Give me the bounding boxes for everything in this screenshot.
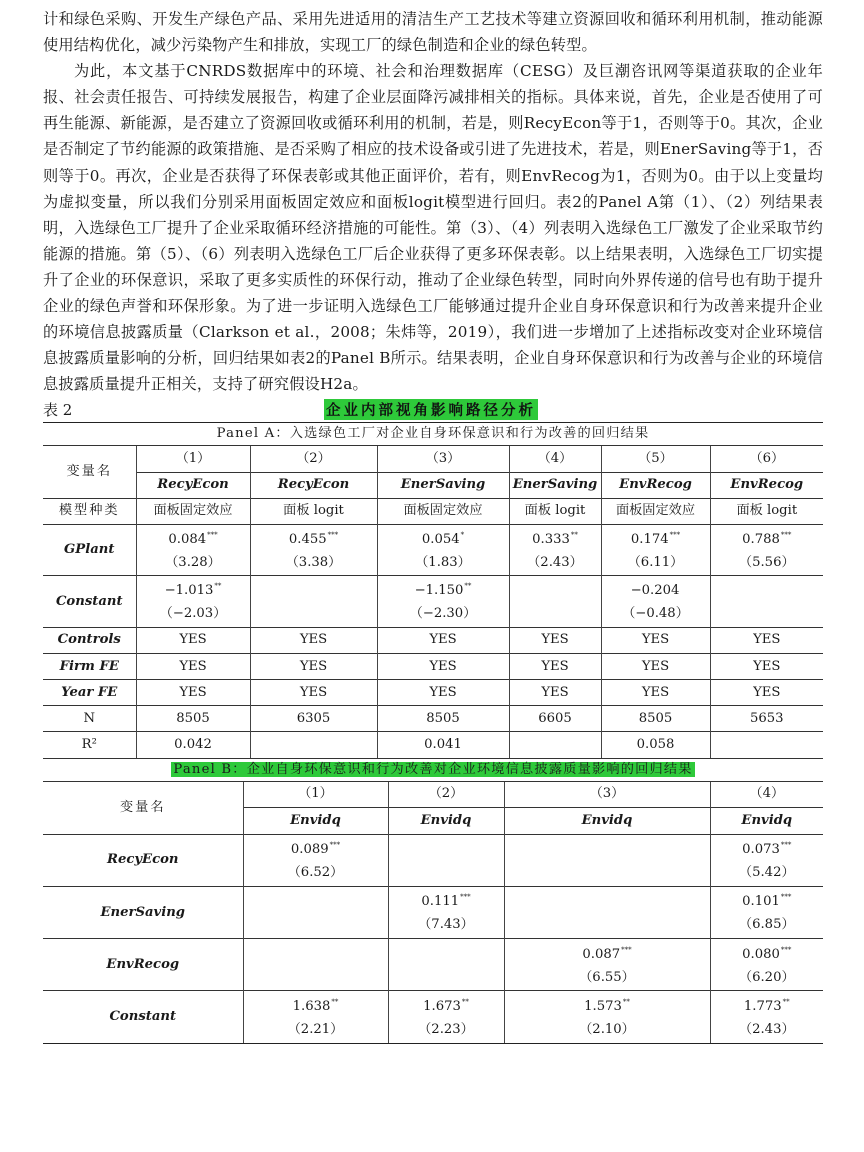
col-num: （1） <box>243 781 388 808</box>
col-num: （4） <box>710 781 823 808</box>
tstat-cell: （1.83） <box>377 550 509 576</box>
page <box>43 6 823 1044</box>
coef-cell: −0.204 <box>601 576 710 602</box>
value-cell: YES <box>250 680 377 706</box>
row-label-n: N <box>43 706 136 732</box>
coef-cell: 1.673** <box>388 991 504 1017</box>
coef-cell: 0.080*** <box>710 939 823 965</box>
table-row <box>43 732 823 758</box>
tstat-cell <box>504 860 710 886</box>
col-model: 面板固定效应 <box>136 498 250 524</box>
tstat-cell: （6.11） <box>601 550 710 576</box>
tstat-cell <box>710 602 823 628</box>
table-row <box>43 680 823 706</box>
tstat-cell <box>243 965 388 991</box>
value-cell: YES <box>601 627 710 653</box>
col-num: （1） <box>136 446 250 472</box>
table-label: 表 2 <box>43 401 73 420</box>
col-dep: RecyEcon <box>250 472 377 498</box>
tstat-cell: （5.56） <box>710 550 823 576</box>
coef-cell: 0.788*** <box>710 524 823 550</box>
coef-cell: 0.455*** <box>250 524 377 550</box>
value-cell: 8505 <box>377 706 509 732</box>
tstat-cell: （−2.30） <box>377 602 509 628</box>
value-cell: 0.042 <box>136 732 250 758</box>
col-model: 面板 logit <box>710 498 823 524</box>
value-cell: YES <box>136 680 250 706</box>
tstat-cell <box>509 602 601 628</box>
tstat-cell <box>388 860 504 886</box>
coef-cell: 0.333** <box>509 524 601 550</box>
tstat-cell <box>504 913 710 939</box>
paragraph-2: 为此，本文基于CNRDS数据库中的环境、社会和治理数据库（CESG）及巨潮咨讯网等渠道获取的企业年报、社会责任报告、可持续发展报告，构建了企业层面降污减排相关的指标。具体来说，首先，企业是否使用了可再生能源、新能源，是否建立了资源回收或循环利用的机制，若是，则RecyEcon等于1，否则等于0。其次，企业是否制定了节约能源的政策措施、是否采购了相应的技术设备或引进了先进技术，若是，则EnerSaving等于1，否则等于0。再次，企业是否获得了环保表彰或其他正面评价，若有，则EnvRecog为1，否则为0。由于以上变量均为虚拟变量，所以我们分别采用面板固定效应和面板logit模型进行回归。表2的Panel A第（1）、（2）列结果表明，入选绿色工厂提升了企业采取循环经济措施的可能性。第（3）、（4）列表明入选绿色工厂激发了企业采取节约能源的措施。第（5）、（6）列表明入选绿色工厂后企业获得了更多环保表彰。以上结果表明，入选绿色工厂切实提升了企业的环保意识，采取了更多实质性的环保行动，推动了企业绿色转型，同时向外界传递的信号也有助于提升企业的绿色声誉和环保形象。为了进一步证明入选绿色工厂能够通过提升企业自身环保意识和行为改善来提升企业的环境信息披露质量（Clarkson et al.，2008；朱炜等，2019），我们进一步增加了上述指标改变对企业环境信息披露质量影响的分析，回归结果如表2的Panel B所示。结果表明，企业自身环保意识和行为改善与企业的环境信息披露质量提升正相关，支持了研究假设H2a。 <box>43 62 823 394</box>
value-cell: 6605 <box>509 706 601 732</box>
value-cell: 8505 <box>601 706 710 732</box>
tstat-cell: （2.21） <box>243 1017 388 1043</box>
value-cell: YES <box>377 627 509 653</box>
tstat-cell: （2.23） <box>388 1017 504 1043</box>
value-cell: YES <box>710 653 823 679</box>
row-label-envrecog: EnvRecog <box>43 939 243 991</box>
col-model: 面板 logit <box>250 498 377 524</box>
coef-cell: 1.773** <box>710 991 823 1017</box>
coef-cell <box>504 887 710 913</box>
panel-b-table <box>43 758 823 1044</box>
tstat-cell: （5.42） <box>710 860 823 886</box>
col-dep: EnvRecog <box>710 472 823 498</box>
coef-cell: 0.073*** <box>710 834 823 860</box>
coef-cell: 0.054* <box>377 524 509 550</box>
value-cell: YES <box>509 680 601 706</box>
coef-cell: −1.013** <box>136 576 250 602</box>
tstat-cell: （6.55） <box>504 965 710 991</box>
tstat-cell: （7.43） <box>388 913 504 939</box>
value-cell: YES <box>250 627 377 653</box>
coef-cell: 0.101*** <box>710 887 823 913</box>
col-dep: Envidq <box>243 808 388 835</box>
coef-cell <box>243 887 388 913</box>
coef-cell: 0.089*** <box>243 834 388 860</box>
coef-cell: −1.150** <box>377 576 509 602</box>
col-dep: Envidq <box>504 808 710 835</box>
value-cell: YES <box>710 680 823 706</box>
row-label-recyecon: RecyEcon <box>43 834 243 886</box>
row-label-controls: Controls <box>43 627 136 653</box>
var-header: 变量名 <box>43 446 136 498</box>
tstat-cell: （2.43） <box>710 1017 823 1043</box>
col-dep: Envidq <box>388 808 504 835</box>
table-row <box>43 627 823 653</box>
value-cell: YES <box>377 680 509 706</box>
value-cell: YES <box>509 653 601 679</box>
col-dep: EnvRecog <box>601 472 710 498</box>
table-caption <box>43 398 823 422</box>
tstat-cell: （6.52） <box>243 860 388 886</box>
col-model: 面板固定效应 <box>377 498 509 524</box>
row-label-constant: Constant <box>43 991 243 1043</box>
panel-b-title: Panel B：企业自身环保意识和行为改善对企业环境信息披露质量影响的回归结果 <box>43 758 823 781</box>
table-row <box>43 706 823 732</box>
var-header: 变量名 <box>43 781 243 834</box>
value-cell: 8505 <box>136 706 250 732</box>
coef-cell: 0.084*** <box>136 524 250 550</box>
tstat-cell: （6.20） <box>710 965 823 991</box>
value-cell: YES <box>601 653 710 679</box>
value-cell: YES <box>377 653 509 679</box>
coef-cell <box>509 576 601 602</box>
value-cell: 5653 <box>710 706 823 732</box>
col-model: 面板 logit <box>509 498 601 524</box>
col-num: （5） <box>601 446 710 472</box>
tstat-cell: （3.28） <box>136 550 250 576</box>
value-cell: YES <box>601 680 710 706</box>
col-dep: Envidq <box>710 808 823 835</box>
tstat-cell <box>250 602 377 628</box>
coef-cell: 0.087*** <box>504 939 710 965</box>
tstat-cell: （6.85） <box>710 913 823 939</box>
row-label-year-fe: Year FE <box>43 680 136 706</box>
row-label-constant: Constant <box>43 576 136 627</box>
col-num: （6） <box>710 446 823 472</box>
row-label-enersaving: EnerSaving <box>43 887 243 939</box>
value-cell: YES <box>250 653 377 679</box>
row-label-gplant: GPlant <box>43 524 136 575</box>
coef-cell <box>504 834 710 860</box>
value-cell: YES <box>136 653 250 679</box>
table-title: 企业内部视角影响路径分析 <box>324 399 538 420</box>
col-num: （2） <box>388 781 504 808</box>
coef-cell <box>250 576 377 602</box>
col-dep: EnerSaving <box>509 472 601 498</box>
coef-cell <box>388 939 504 965</box>
paragraph-1: 计和绿色采购、开发生产绿色产品、采用先进适用的清洁生产工艺技术等建立资源回收和循环利用机制，推动能源使用结构优化，减少污染物产生和排放，实现工厂的绿色制造和企业的绿色转型。 <box>43 10 823 55</box>
value-cell: 6305 <box>250 706 377 732</box>
coef-cell <box>243 939 388 965</box>
coef-cell <box>710 576 823 602</box>
coef-cell <box>388 834 504 860</box>
col-num: （3） <box>504 781 710 808</box>
col-num: （2） <box>250 446 377 472</box>
tstat-cell: （2.43） <box>509 550 601 576</box>
col-dep: EnerSaving <box>377 472 509 498</box>
col-num: （4） <box>509 446 601 472</box>
col-num: （3） <box>377 446 509 472</box>
tstat-cell: （−0.48） <box>601 602 710 628</box>
value-cell: 0.041 <box>377 732 509 758</box>
value-cell: YES <box>136 627 250 653</box>
value-cell: YES <box>710 627 823 653</box>
row-label-firm-fe: Firm FE <box>43 653 136 679</box>
coef-cell: 0.174*** <box>601 524 710 550</box>
tstat-cell <box>388 965 504 991</box>
value-cell <box>509 732 601 758</box>
value-cell: YES <box>509 627 601 653</box>
panel-a-title: Panel A：入选绿色工厂对企业自身环保意识和行为改善的回归结果 <box>43 423 823 446</box>
model-header: 模型种类 <box>43 498 136 524</box>
tstat-cell: （−2.03） <box>136 602 250 628</box>
row-label-r2: R² <box>43 732 136 758</box>
tstat-cell <box>243 913 388 939</box>
tstat-cell: （2.10） <box>504 1017 710 1043</box>
value-cell <box>250 732 377 758</box>
col-dep: RecyEcon <box>136 472 250 498</box>
coef-cell: 0.111*** <box>388 887 504 913</box>
value-cell: 0.058 <box>601 732 710 758</box>
tstat-cell: （3.38） <box>250 550 377 576</box>
coef-cell: 1.638** <box>243 991 388 1017</box>
value-cell <box>710 732 823 758</box>
coef-cell: 1.573** <box>504 991 710 1017</box>
panel-a-table <box>43 422 823 757</box>
col-model: 面板固定效应 <box>601 498 710 524</box>
table-row <box>43 653 823 679</box>
